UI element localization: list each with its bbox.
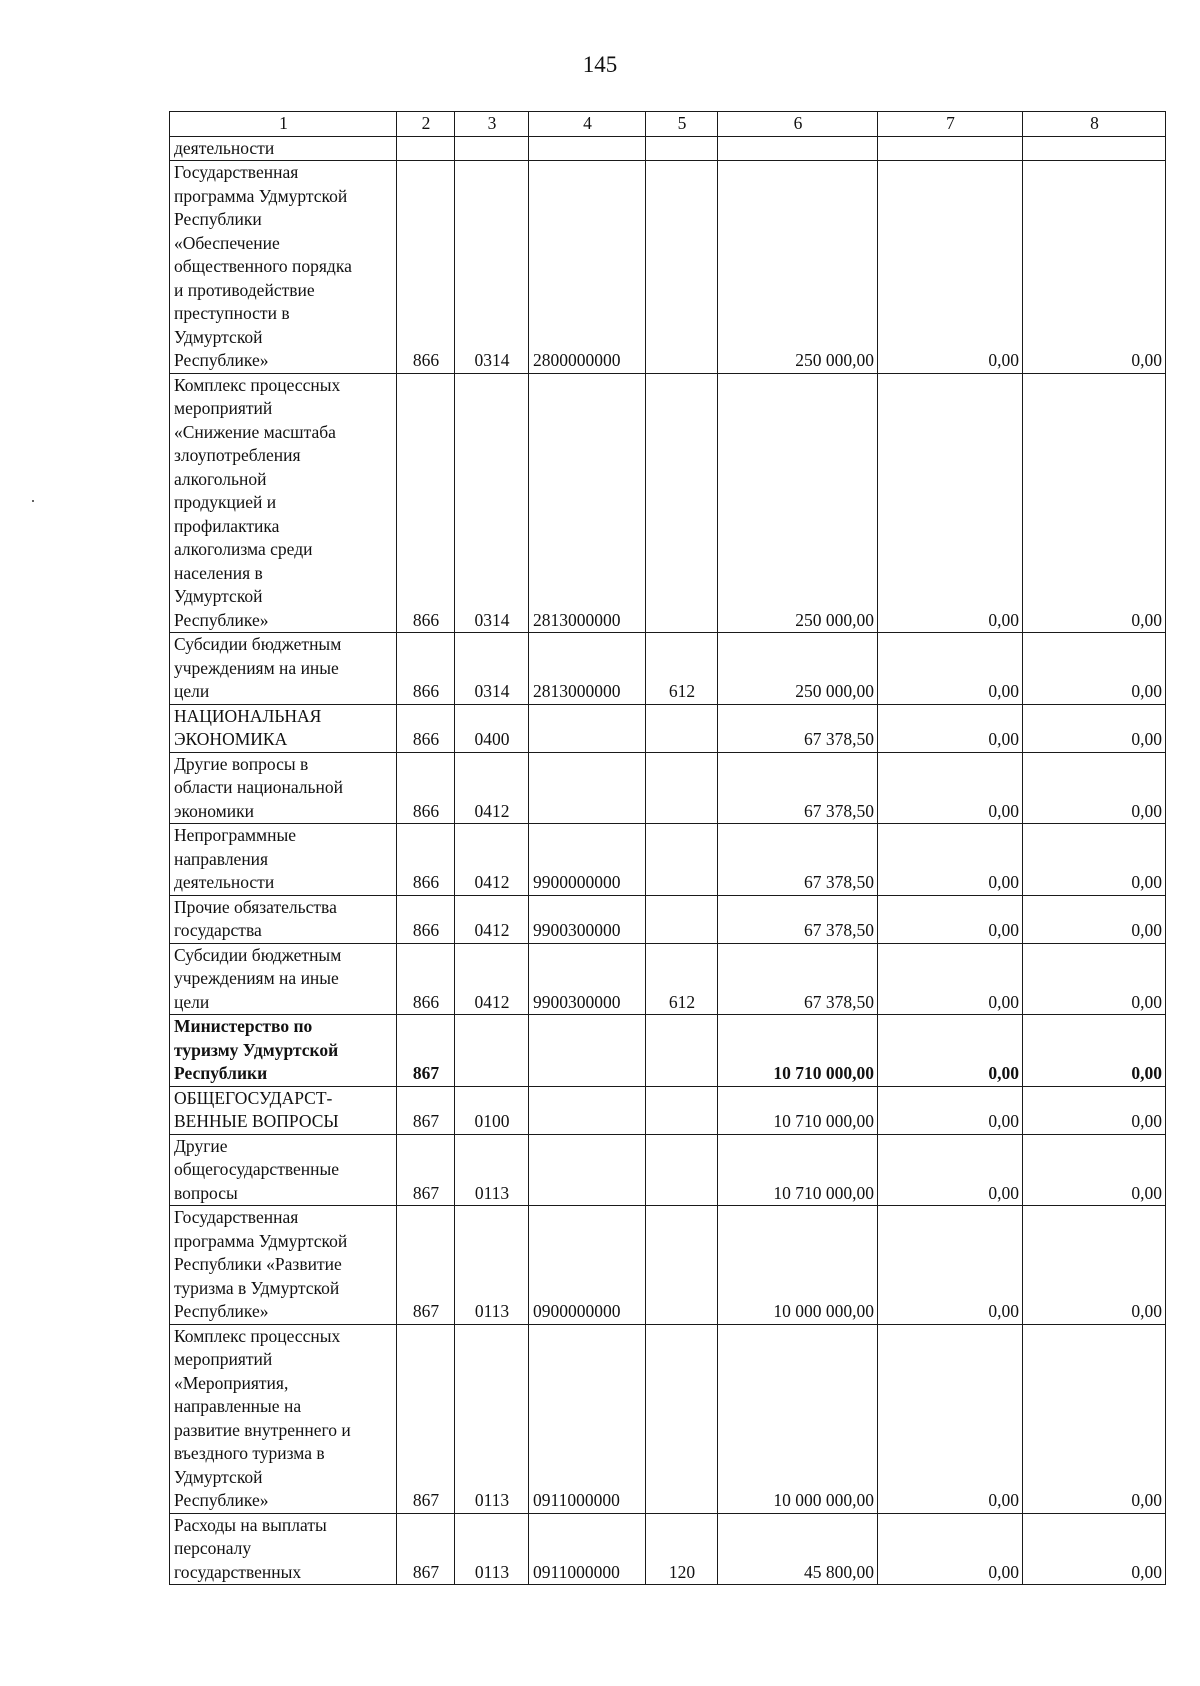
item-name-line: Субсидии бюджетным bbox=[174, 944, 342, 965]
amount-2026-cell: 0,00 bbox=[1023, 1513, 1166, 1585]
item-name-line: программа Удмуртской bbox=[174, 185, 348, 206]
section-cell bbox=[455, 136, 529, 161]
amount-2024-cell: 10 000 000,00 bbox=[718, 1324, 878, 1513]
code-ministry-cell: 867 bbox=[397, 1134, 455, 1206]
header-cell-2: 2 bbox=[397, 112, 455, 137]
target-article-cell: 9900300000 bbox=[529, 895, 646, 943]
amount-2024-cell bbox=[718, 136, 878, 161]
item-name-line: НАЦИОНАЛЬНАЯ bbox=[174, 705, 322, 726]
amount-2025-cell bbox=[878, 136, 1023, 161]
item-name-line: Комплекс процессных bbox=[174, 374, 341, 395]
code-ministry-cell: 867 bbox=[397, 1513, 455, 1585]
amount-2025-cell: 0,00 bbox=[878, 1134, 1023, 1206]
target-article-cell: 2813000000 bbox=[529, 633, 646, 705]
item-name-line: Республике» bbox=[174, 609, 269, 630]
item-name-line: области национальной bbox=[174, 777, 343, 797]
item-name-cell bbox=[170, 1015, 397, 1087]
expense-type-cell bbox=[646, 824, 718, 896]
amount-2026-cell: 0,00 bbox=[1023, 824, 1166, 896]
page-number: 145 bbox=[582, 52, 618, 77]
code-ministry-cell: 866 bbox=[397, 161, 455, 374]
table-row bbox=[170, 1513, 1166, 1585]
item-name-line: программа Удмуртской bbox=[174, 1230, 348, 1251]
amount-2026-cell: 0,00 bbox=[1023, 752, 1166, 824]
table-row bbox=[170, 752, 1166, 824]
section-cell: 0113 bbox=[455, 1324, 529, 1513]
item-name-line: Расходы на выплаты bbox=[174, 1514, 327, 1535]
code-ministry-cell: 866 bbox=[397, 824, 455, 896]
expense-type-cell bbox=[646, 1324, 718, 1513]
expense-type-cell bbox=[646, 161, 718, 374]
item-name-line: Республики bbox=[174, 209, 262, 229]
item-name-cell bbox=[170, 895, 397, 943]
section-cell: 0314 bbox=[455, 633, 529, 705]
item-name-cell bbox=[170, 633, 397, 705]
item-name-line: «Мероприятия, bbox=[174, 1372, 289, 1393]
code-ministry-cell: 866 bbox=[397, 704, 455, 752]
item-name-line: Непрограммные bbox=[174, 825, 297, 845]
amount-2024-cell: 250 000,00 bbox=[718, 633, 878, 705]
budget-table bbox=[169, 111, 1166, 1585]
section-cell: 0412 bbox=[455, 824, 529, 896]
amount-2024-cell: 67 378,50 bbox=[718, 752, 878, 824]
amount-2026-cell: 0,00 bbox=[1023, 161, 1166, 374]
item-name-line: Прочие обязательства bbox=[174, 896, 337, 917]
amount-2026-cell: 0,00 bbox=[1023, 895, 1166, 943]
target-article-cell: 0900000000 bbox=[529, 1206, 646, 1325]
section-cell: 0100 bbox=[455, 1086, 529, 1134]
amount-2026-cell: 0,00 bbox=[1023, 373, 1166, 633]
expense-type-cell bbox=[646, 1134, 718, 1206]
item-name-cell bbox=[170, 1134, 397, 1206]
section-cell: 0412 bbox=[455, 895, 529, 943]
target-article-cell bbox=[529, 136, 646, 161]
table-row bbox=[170, 1206, 1166, 1325]
item-name-line: персоналу bbox=[174, 1538, 252, 1558]
item-name-line: мероприятий bbox=[174, 398, 273, 418]
code-ministry-cell: 866 bbox=[397, 752, 455, 824]
code-ministry-cell bbox=[397, 136, 455, 161]
item-name-line: экономики bbox=[174, 800, 254, 821]
item-name-line: направления bbox=[174, 848, 269, 869]
target-article-cell bbox=[529, 1015, 646, 1087]
item-name-line: въездного туризма в bbox=[174, 1443, 325, 1463]
amount-2025-cell: 0,00 bbox=[878, 704, 1023, 752]
code-ministry-cell: 866 bbox=[397, 373, 455, 633]
amount-2025-cell: 0,00 bbox=[878, 752, 1023, 824]
scan-speck bbox=[32, 500, 34, 502]
code-ministry-cell: 866 bbox=[397, 943, 455, 1015]
target-article-cell bbox=[529, 1086, 646, 1134]
item-name-line: туризму Удмуртской bbox=[174, 1039, 339, 1060]
table-row bbox=[170, 1015, 1166, 1087]
item-name-line: Республике» bbox=[174, 1301, 269, 1321]
item-name-line: государства bbox=[174, 920, 262, 940]
table-row bbox=[170, 161, 1166, 374]
item-name-cell bbox=[170, 161, 397, 374]
expense-type-cell bbox=[646, 752, 718, 824]
item-name-line: Комплекс процессных bbox=[174, 1325, 341, 1346]
amount-2026-cell: 0,00 bbox=[1023, 1086, 1166, 1134]
expense-type-cell: 612 bbox=[646, 943, 718, 1015]
expense-type-cell bbox=[646, 704, 718, 752]
amount-2026-cell: 0,00 bbox=[1023, 1134, 1166, 1206]
amount-2025-cell: 0,00 bbox=[878, 895, 1023, 943]
item-name-line: цели bbox=[174, 991, 210, 1012]
code-ministry-cell: 866 bbox=[397, 633, 455, 705]
expense-type-cell bbox=[646, 1206, 718, 1325]
item-name-line: Удмуртской bbox=[174, 1466, 263, 1487]
item-name-line: ЭКОНОМИКА bbox=[174, 729, 288, 749]
amount-2025-cell: 0,00 bbox=[878, 1086, 1023, 1134]
item-name-cell bbox=[170, 1086, 397, 1134]
table-row bbox=[170, 1086, 1166, 1134]
item-name-line: Республики bbox=[174, 1063, 268, 1083]
amount-2026-cell: 0,00 bbox=[1023, 1015, 1166, 1087]
item-name-cell bbox=[170, 1513, 397, 1585]
table-row bbox=[170, 633, 1166, 705]
item-name-line: учреждениям на иные bbox=[174, 657, 339, 678]
amount-2024-cell: 10 710 000,00 bbox=[718, 1134, 878, 1206]
section-cell bbox=[455, 1015, 529, 1087]
header-cell-5: 5 bbox=[646, 112, 718, 137]
section-cell: 0400 bbox=[455, 704, 529, 752]
amount-2024-cell: 45 800,00 bbox=[718, 1513, 878, 1585]
expense-type-cell bbox=[646, 1086, 718, 1134]
section-cell: 0113 bbox=[455, 1206, 529, 1325]
amount-2025-cell: 0,00 bbox=[878, 373, 1023, 633]
amount-2024-cell: 67 378,50 bbox=[718, 943, 878, 1015]
item-name-line: Республике» bbox=[174, 350, 269, 370]
amount-2024-cell: 250 000,00 bbox=[718, 373, 878, 633]
amount-2024-cell: 67 378,50 bbox=[718, 895, 878, 943]
amount-2024-cell: 10 710 000,00 bbox=[718, 1086, 878, 1134]
item-name-line: «Обеспечение bbox=[174, 232, 280, 253]
target-article-cell bbox=[529, 704, 646, 752]
item-name-line: вопросы bbox=[174, 1182, 238, 1203]
item-name-line: Министерство по bbox=[174, 1016, 313, 1036]
item-name-cell bbox=[170, 1206, 397, 1325]
table-body bbox=[170, 112, 1166, 1585]
item-name-line: и противодействие bbox=[174, 279, 315, 300]
item-name-cell bbox=[170, 824, 397, 896]
expense-type-cell bbox=[646, 373, 718, 633]
item-name-line: Республике» bbox=[174, 1490, 269, 1510]
target-article-cell bbox=[529, 752, 646, 824]
header-cell-1: 1 bbox=[170, 112, 397, 137]
target-article-cell: 0911000000 bbox=[529, 1513, 646, 1585]
table-header-row bbox=[170, 112, 1166, 137]
table-row bbox=[170, 895, 1166, 943]
item-name-cell bbox=[170, 704, 397, 752]
amount-2025-cell: 0,00 bbox=[878, 633, 1023, 705]
target-article-cell: 9900300000 bbox=[529, 943, 646, 1015]
section-cell: 0314 bbox=[455, 161, 529, 374]
item-name-line: Другие вопросы в bbox=[174, 753, 309, 774]
amount-2026-cell: 0,00 bbox=[1023, 1206, 1166, 1325]
code-ministry-cell: 867 bbox=[397, 1015, 455, 1087]
item-name-cell bbox=[170, 1324, 397, 1513]
amount-2025-cell: 0,00 bbox=[878, 1513, 1023, 1585]
expense-type-cell: 120 bbox=[646, 1513, 718, 1585]
expense-type-cell bbox=[646, 895, 718, 943]
table-row bbox=[170, 1134, 1166, 1206]
header-cell-3: 3 bbox=[455, 112, 529, 137]
header-cell-8: 8 bbox=[1023, 112, 1166, 137]
header-cell-4: 4 bbox=[529, 112, 646, 137]
item-name-line: направленные на bbox=[174, 1396, 302, 1416]
item-name-line: общественного порядка bbox=[174, 256, 352, 276]
section-cell: 0113 bbox=[455, 1134, 529, 1206]
table-row bbox=[170, 373, 1166, 633]
amount-2025-cell: 0,00 bbox=[878, 943, 1023, 1015]
target-article-cell: 2800000000 bbox=[529, 161, 646, 374]
item-name-line: Государственная bbox=[174, 162, 299, 182]
expense-type-cell bbox=[646, 1015, 718, 1087]
item-name-line: «Снижение масштаба bbox=[174, 421, 336, 442]
item-name-line: деятельности bbox=[174, 137, 275, 158]
amount-2025-cell: 0,00 bbox=[878, 1324, 1023, 1513]
item-name-line: деятельности bbox=[174, 872, 275, 892]
code-ministry-cell: 867 bbox=[397, 1206, 455, 1325]
amount-2025-cell: 0,00 bbox=[878, 1015, 1023, 1087]
item-name-line: преступности в bbox=[174, 303, 290, 323]
table-row bbox=[170, 943, 1166, 1015]
code-ministry-cell: 866 bbox=[397, 895, 455, 943]
code-ministry-cell: 867 bbox=[397, 1086, 455, 1134]
item-name-line: продукцией и bbox=[174, 492, 277, 512]
amount-2026-cell: 0,00 bbox=[1023, 704, 1166, 752]
item-name-line: цели bbox=[174, 681, 210, 701]
expense-type-cell bbox=[646, 136, 718, 161]
expense-type-cell: 612 bbox=[646, 633, 718, 705]
amount-2024-cell: 67 378,50 bbox=[718, 704, 878, 752]
item-name-line: общегосударственные bbox=[174, 1159, 340, 1179]
amount-2025-cell: 0,00 bbox=[878, 161, 1023, 374]
item-name-line: развитие внутреннего и bbox=[174, 1419, 351, 1440]
item-name-line: профилактика bbox=[174, 515, 280, 536]
item-name-cell bbox=[170, 373, 397, 633]
amount-2025-cell: 0,00 bbox=[878, 824, 1023, 896]
item-name-line: Удмуртской bbox=[174, 586, 263, 606]
item-name-line: злоупотребления bbox=[174, 445, 301, 465]
item-name-line: населения в bbox=[174, 562, 263, 583]
target-article-cell bbox=[529, 1134, 646, 1206]
amount-2024-cell: 250 000,00 bbox=[718, 161, 878, 374]
amount-2026-cell: 0,00 bbox=[1023, 633, 1166, 705]
item-name-line: алкоголизма среди bbox=[174, 539, 313, 559]
section-cell: 0314 bbox=[455, 373, 529, 633]
item-name-line: учреждениям на иные bbox=[174, 968, 339, 988]
item-name-line: алкогольной bbox=[174, 468, 267, 489]
amount-2026-cell bbox=[1023, 136, 1166, 161]
section-cell: 0113 bbox=[455, 1513, 529, 1585]
code-ministry-cell: 867 bbox=[397, 1324, 455, 1513]
target-article-cell: 9900000000 bbox=[529, 824, 646, 896]
item-name-cell bbox=[170, 136, 397, 161]
item-name-line: Удмуртской bbox=[174, 326, 263, 347]
item-name-line: государственных bbox=[174, 1561, 302, 1582]
amount-2025-cell: 0,00 bbox=[878, 1206, 1023, 1325]
target-article-cell: 0911000000 bbox=[529, 1324, 646, 1513]
item-name-line: ОБЩЕГОСУДАРСТ- bbox=[174, 1087, 333, 1108]
item-name-line: туризма в Удмуртской bbox=[174, 1277, 340, 1298]
section-cell: 0412 bbox=[455, 752, 529, 824]
item-name-cell bbox=[170, 752, 397, 824]
header-cell-7: 7 bbox=[878, 112, 1023, 137]
item-name-line: Республики «Развитие bbox=[174, 1254, 342, 1274]
section-cell: 0412 bbox=[455, 943, 529, 1015]
amount-2026-cell: 0,00 bbox=[1023, 943, 1166, 1015]
amount-2024-cell: 10 710 000,00 bbox=[718, 1015, 878, 1087]
table-row bbox=[170, 136, 1166, 161]
amount-2024-cell: 10 000 000,00 bbox=[718, 1206, 878, 1325]
target-article-cell: 2813000000 bbox=[529, 373, 646, 633]
item-name-line: ВЕННЫЕ ВОПРОСЫ bbox=[174, 1111, 339, 1131]
table-row bbox=[170, 1324, 1166, 1513]
header-cell-6: 6 bbox=[718, 112, 878, 137]
amount-2024-cell: 67 378,50 bbox=[718, 824, 878, 896]
item-name-line: Другие bbox=[174, 1135, 228, 1156]
item-name-cell bbox=[170, 943, 397, 1015]
item-name-line: мероприятий bbox=[174, 1349, 273, 1369]
table-row bbox=[170, 824, 1166, 896]
item-name-line: Субсидии бюджетным bbox=[174, 634, 342, 654]
amount-2026-cell: 0,00 bbox=[1023, 1324, 1166, 1513]
item-name-line: Государственная bbox=[174, 1207, 299, 1227]
table-row bbox=[170, 704, 1166, 752]
